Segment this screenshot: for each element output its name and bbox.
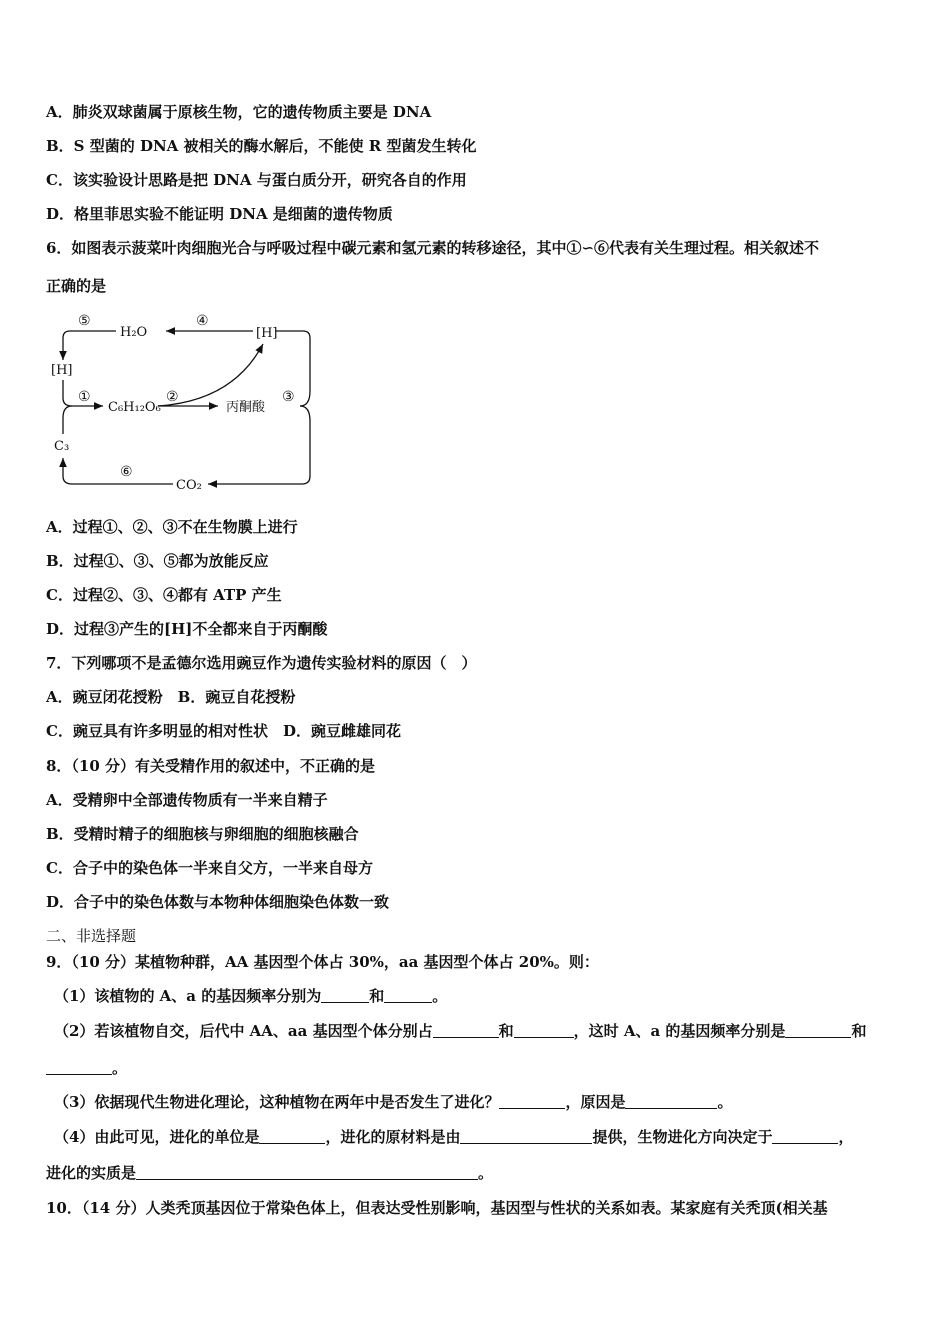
q5-option-a: A．肺炎双球菌属于原核生物，它的遗传物质主要是 DNA bbox=[46, 103, 432, 121]
q9-part3-end: 。 bbox=[717, 1093, 733, 1111]
answer-blank[interactable] bbox=[460, 1128, 592, 1144]
q8-stem: 8．（10 分）有关受精作用的叙述中，不正确的是 bbox=[46, 757, 376, 775]
answer-blank[interactable] bbox=[321, 987, 369, 1003]
answer-blank[interactable] bbox=[499, 1093, 565, 1109]
q7-stem: 7．下列哪项不是孟德尔选用豌豆作为遗传实验材料的原因（ ） bbox=[46, 654, 477, 672]
q6-stem-line2: 正确的是 bbox=[46, 277, 107, 295]
q9-part4-comma: ， bbox=[838, 1128, 854, 1146]
left-h-label: [H] bbox=[51, 363, 73, 378]
q9-part2-end: 。 bbox=[112, 1059, 128, 1077]
arrow-co2-to-c3 bbox=[63, 458, 173, 484]
process-5-label: ⑤ bbox=[78, 313, 91, 329]
q9-part3 bbox=[54, 1092, 732, 1112]
q10-stem: 10．（14 分）人类秃顶基因位于常染色体上，但表达受性别影响，基因型与性状的关系如表。某家庭有关秃顶(相关基 bbox=[46, 1199, 828, 1217]
q9-part4-end: 。 bbox=[478, 1164, 494, 1182]
q9-part3-reason: ，原因是 bbox=[565, 1093, 626, 1111]
q5-option-c: C．该实验设计思路是把 DNA 与蛋白质分开，研究各自的作用 bbox=[46, 171, 467, 189]
q9-part4 bbox=[54, 1127, 854, 1147]
q5-option-d: D．格里菲思实验不能证明 DNA 是细菌的遗传物质 bbox=[46, 205, 393, 223]
q6-option-c: C．过程②、③、④都有 ATP 产生 bbox=[46, 586, 282, 604]
q9-part2-cont bbox=[46, 1058, 127, 1078]
q9-part2 bbox=[54, 1021, 866, 1041]
carbon-hydrogen-flow-diagram bbox=[48, 306, 318, 496]
h2o-label: H₂O bbox=[120, 325, 148, 340]
arrow-h2o-to-h bbox=[63, 331, 116, 360]
q9-part4-cont bbox=[46, 1163, 493, 1183]
answer-blank[interactable] bbox=[46, 1059, 112, 1075]
answer-blank[interactable] bbox=[514, 1022, 574, 1038]
q5-option-b: B．S 型菌的 DNA 被相关的酶水解后，不能使 R 型菌发生转化 bbox=[46, 137, 477, 155]
process-1-label: ① bbox=[78, 389, 91, 405]
answer-blank[interactable] bbox=[772, 1128, 838, 1144]
q9-part3-text: （3）依据现代生物进化理论，这种植物在两年中是否发生了进化？ bbox=[54, 1093, 500, 1111]
q9-part4-text: （4）由此可见，进化的单位是 bbox=[54, 1128, 260, 1146]
q9-part2-text: （2）若该植物自交，后代中 AA、aa 基因型个体分别占 bbox=[54, 1022, 433, 1040]
answer-blank[interactable] bbox=[259, 1128, 325, 1144]
q6-option-d: D．过程③产生的[H]不全都来自于丙酮酸 bbox=[46, 620, 328, 638]
arrow-to-co2 bbox=[208, 406, 310, 484]
q9-part1 bbox=[54, 986, 447, 1006]
pyruvate-label: 丙酮酸 bbox=[226, 400, 266, 415]
q9-part2-and: 和 bbox=[498, 1022, 514, 1040]
answer-blank[interactable] bbox=[136, 1164, 478, 1180]
answer-blank[interactable] bbox=[433, 1022, 499, 1038]
q9-part1-and: 和 bbox=[369, 987, 385, 1005]
q9-part2-and2: 和 bbox=[851, 1022, 867, 1040]
c3-label: C₃ bbox=[54, 439, 70, 454]
answer-blank[interactable] bbox=[625, 1093, 717, 1109]
process-2-label: ② bbox=[166, 389, 179, 405]
top-h-label: [H] bbox=[256, 326, 278, 341]
q8-option-a: A．受精卵中全部遗传物质有一半来自精子 bbox=[46, 791, 328, 809]
q8-option-d: D．合子中的染色体数与本物种体细胞染色体数一致 bbox=[46, 893, 390, 911]
answer-blank[interactable] bbox=[785, 1022, 851, 1038]
q9-part4-text2: ，进化的原材料是由 bbox=[325, 1128, 461, 1146]
q9-part4-text3: 提供，生物进化方向决定于 bbox=[592, 1128, 773, 1146]
answer-blank[interactable] bbox=[384, 987, 432, 1003]
process-6-label: ⑥ bbox=[120, 464, 133, 480]
q7-options-cd: C．豌豆具有许多明显的相对性状 D．豌豆雌雄同花 bbox=[46, 722, 401, 740]
q9-stem: 9．（10 分）某植物种群，AA 基因型个体占 30%，aa 基因型个体占 20%。则： bbox=[46, 953, 599, 971]
line-c3-up bbox=[63, 406, 72, 434]
q6-stem-line1: 6．如图表示菠菜叶肉细胞光合与呼吸过程中碳元素和氢元素的转移途径，其中①∽⑥代表有关生理过程。相关叙述不 bbox=[46, 239, 820, 257]
q9-part2-text2: ，这时 A、a 的基因频率分别是 bbox=[573, 1022, 786, 1040]
process-3-label: ③ bbox=[282, 389, 295, 405]
q6-option-b: B．过程①、③、⑤都为放能反应 bbox=[46, 552, 269, 570]
q9-part1-text: （1）该植物的 A、a 的基因频率分别为 bbox=[54, 987, 322, 1005]
glucose-label: C₆H₁₂O₆ bbox=[108, 400, 161, 415]
q8-option-b: B．受精时精子的细胞核与卵细胞的细胞核融合 bbox=[46, 825, 359, 843]
section-heading: 二、非选择题 bbox=[46, 927, 137, 945]
q7-options-ab: A．豌豆闭花授粉 B．豌豆自花授粉 bbox=[46, 688, 296, 706]
q9-part1-end: 。 bbox=[432, 987, 448, 1005]
co2-label: CO₂ bbox=[176, 478, 202, 493]
q6-option-a: A．过程①、②、③不在生物膜上进行 bbox=[46, 518, 298, 536]
q8-option-c: C．合子中的染色体一半来自父方，一半来自母方 bbox=[46, 859, 373, 877]
process-4-label: ④ bbox=[196, 313, 209, 329]
q9-part4-essence: 进化的实质是 bbox=[46, 1164, 137, 1182]
